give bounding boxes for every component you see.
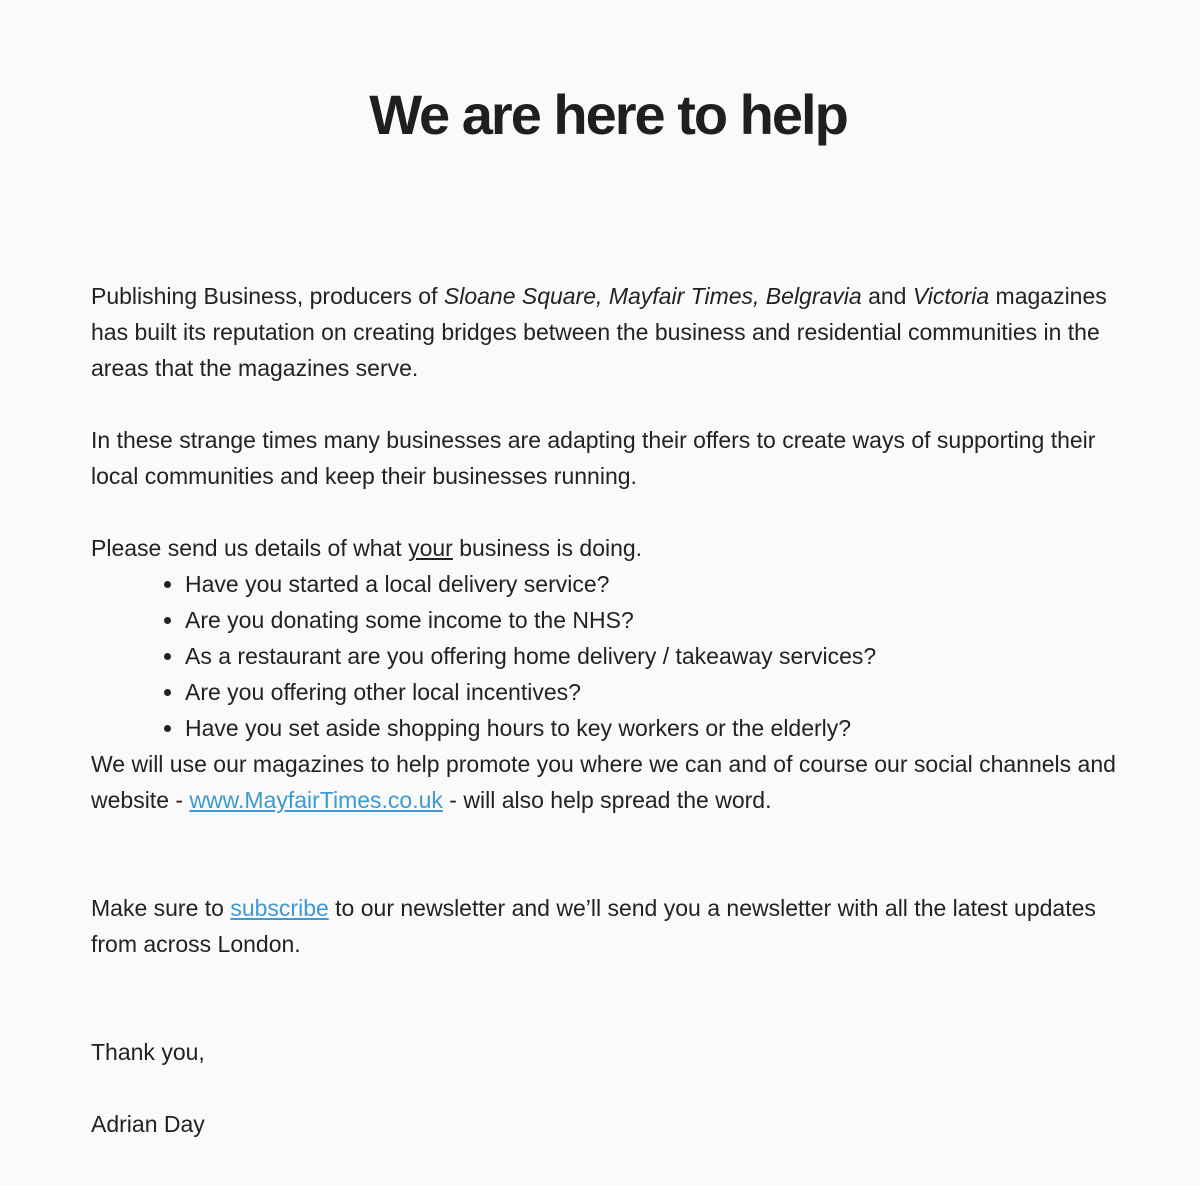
magazine-victoria: Victoria: [912, 283, 990, 309]
list-item: • Have you started a local delivery service?: [185, 566, 1131, 602]
subscribe-paragraph: Make sure to subscribe to our newsletter and we’ll send you a newsletter with all the latest updates from across London.: [91, 895, 1096, 957]
website-link[interactable]: www.MayfairTimes.co.uk: [189, 787, 443, 813]
list-item: • Are you offering other local incentives?: [185, 674, 1131, 710]
intro-paragraph: Publishing Business, producers of Sloane Square, Mayfair Times, Belgravia and Victoria magazines has built its reputation on creating bridges between the business and residential communities in the areas that the magazines serve.: [91, 283, 1107, 381]
strange-times-paragraph: In these strange times many businesses are adapting their offers to create ways of supporting their local communities and keep their businesses running.: [91, 427, 1096, 489]
questions-list: [91, 566, 1131, 746]
promote-paragraph: We will use our magazines to help promote you where we can and of course our social channels and website - www.MayfairTimes.co.uk - will also help spread the word.: [91, 751, 1116, 813]
signoff: Thank you,: [91, 1039, 205, 1065]
list-item: • Have you set aside shopping hours to key workers or the elderly?: [185, 710, 1131, 746]
page-title: We are here to help: [369, 83, 847, 146]
list-item: • Are you donating some income to the NHS?: [185, 602, 1131, 638]
emphasis-your: your: [408, 535, 453, 561]
signature: Adrian Day: [91, 1111, 205, 1137]
magazine-names: Sloane Square, Mayfair Times, Belgravia: [443, 283, 862, 309]
subscribe-link[interactable]: subscribe: [230, 895, 329, 921]
request-paragraph: Please send us details of what your business is doing.: [91, 535, 643, 561]
list-item: • As a restaurant are you offering home delivery / takeaway services?: [185, 638, 1131, 674]
email-body: [91, 278, 1131, 1142]
